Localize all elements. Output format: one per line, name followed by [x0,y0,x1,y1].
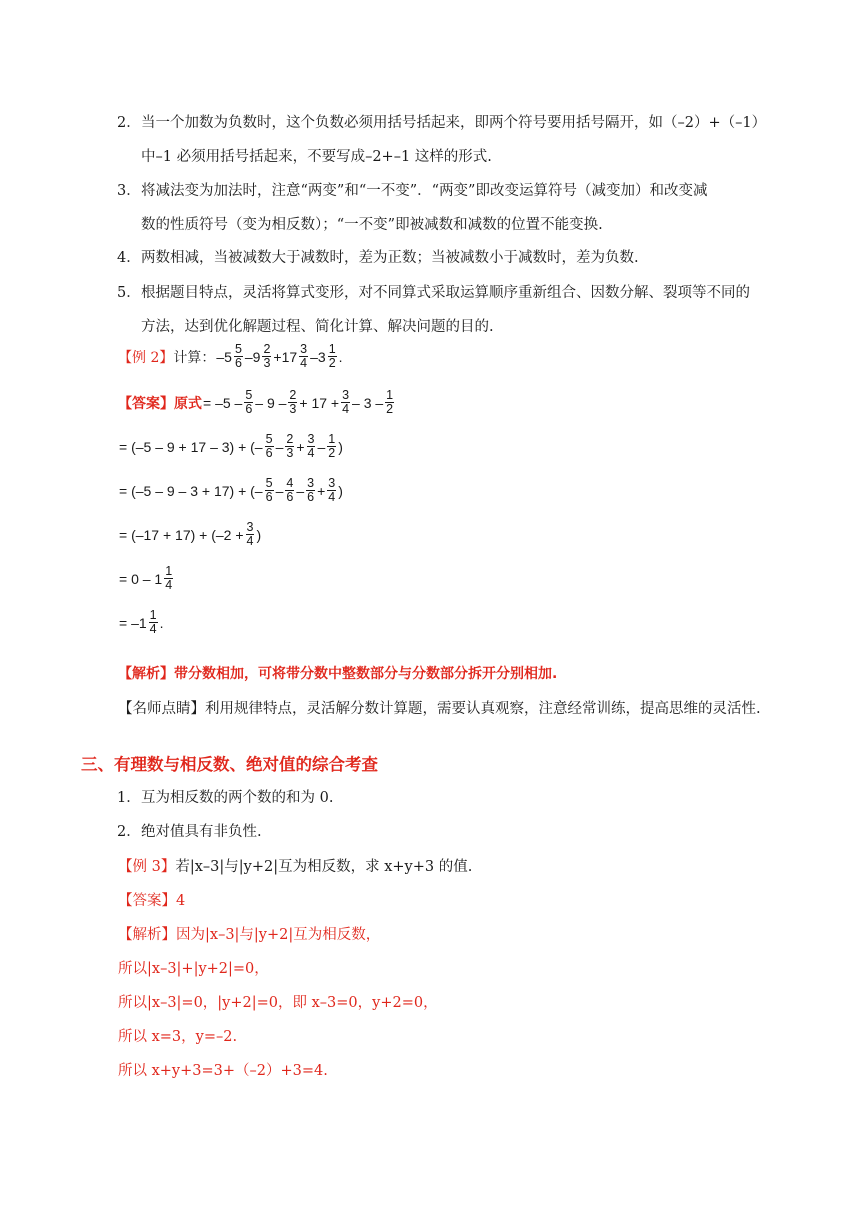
fraction: $\frac{1}{4}$ [165,564,173,593]
item-5-line2: 方法，达到优化解题过程、简化计算、解决问题的目的. [141,319,494,335]
fraction: $\frac{3}{4}$ [307,432,315,461]
example-2-prompt: 计算： [173,349,216,366]
example-3 [118,855,472,876]
teacher-tip [118,697,761,718]
fraction: $\frac{1}{4}$ [149,608,157,637]
point-1-number: 1． [117,790,141,806]
fraction: $\frac{2}{3}$ [289,388,297,417]
item-3-line1: 将减法变为加法时，注意“两变”和“一不变”．“两变”即改变运算符号（减变加）和改变减 [141,183,708,199]
example-3-tag: 【例 3】 [118,859,176,875]
analysis-3-tag: 【解析】 [118,927,176,943]
item-2-number: 2． [117,115,141,131]
analysis-3-line: 所以|x–3|=0，|y+2|=0，即 x–3=0，y+2=0， [118,995,438,1011]
fraction: $\frac{3}{4}$ [300,342,308,371]
teacher-tip-text: 利用规律特点，灵活解分数计算题，需要认真观察，注意经常训练，提高思维的灵活性. [205,701,761,717]
answer-2-line-5: = 0 – 1 $\frac{1}{4}$ [119,564,173,593]
fraction: $\frac{4}{6}$ [286,476,294,505]
fraction: $\frac{1}{2}$ [386,388,394,417]
example-3-text: 若|x–3|与|y+2|互为相反数，求 x+y+3 的值. [175,859,473,875]
fraction: $\frac{1}{2}$ [328,342,336,371]
answer-2-line-3: = (–5 – 9 – 3 + 17) + (– $\frac{5}{6}$ – $\frac{4}{6}$ – $\frac{3}{6}$ + $\frac{3}{4}$ ) [119,476,343,505]
fraction: $\frac{5}{6}$ [234,342,242,371]
fraction: $\frac{5}{6}$ [265,432,273,461]
analysis-3-line: 所以 x+y+3=3+（–2）+3=4. [118,1063,328,1079]
example-2-question: 【例 2】 计算： –5 $\frac{5}{6}$ –9 $\frac{2}{3}$ +17 $\frac{3}{4}$ –3 $\frac{1}{2}$ . [118,342,343,371]
teacher-tip-tag: 【名师点睛】 [118,701,205,717]
answer-3-tag: 【答案】 [118,893,176,909]
answer-2-line-2: = (–5 – 9 + 17 – 3) + (– $\frac{5}{6}$ – $\frac{2}{3}$ + $\frac{3}{4}$ – $\frac{1}{2}$ ) [119,432,343,461]
answer-2-line-6: = –1 $\frac{1}{4}$ . [119,608,164,637]
analysis-3-first-text: 因为|x–3|与|y+2|互为相反数， [176,927,381,943]
item-2-line1: 当一个加数为负数时，这个负数必须用括号括起来，即两个符号要用括号隔开，如（–2）+（–1） [141,115,767,131]
item-5-line1: 根据题目特点，灵活将算式变形，对不同算式采取运算顺序重新组合、因数分解、裂项等不同的 [141,285,750,301]
analysis-2 [118,663,557,683]
analysis-3-first [118,923,380,944]
fraction: $\frac{2}{3}$ [263,342,271,371]
answer-3 [118,889,185,910]
item-3-number: 3． [117,183,141,199]
answer-2-label: 原式 [174,395,202,412]
example-2-tag: 【例 2】 [118,349,174,366]
answer-2-line-4: = (–17 + 17) + (–2 + $\frac{3}{4}$ ) [119,520,262,549]
fraction: $\frac{5}{6}$ [265,476,273,505]
item-3-line2: 数的性质符号（变为相反数）；“一不变”即被减数和减数的位置不能变换. [141,217,603,233]
section-3-title: 三、有理数与相反数、绝对值的综合考查 [81,755,378,774]
fraction: $\frac{3}{4}$ [328,476,336,505]
analysis-2-tag: 【解析】 [118,666,174,682]
fraction: $\frac{3}{6}$ [307,476,315,505]
answer-3-value: 4 [176,893,186,909]
fraction: $\frac{3}{4}$ [246,520,254,549]
point-2-text: 绝对值具有非负性. [141,824,262,840]
analysis-3-line: 所以|x–3|+|y+2|=0， [118,961,269,977]
fraction: $\frac{1}{2}$ [328,432,336,461]
item-2-line2: 中–1 必须用括号括起来，不要写成–2+–1 这样的形式. [141,149,492,165]
analysis-3-line: 所以 x=3，y=–2. [118,1029,238,1045]
analysis-2-text: 带分数相加，可将带分数中整数部分与分数部分拆开分别相加. [174,666,558,682]
fraction: $\frac{2}{3}$ [286,432,294,461]
answer-2-line-1: 【答案】 原式 = –5 – $\frac{5}{6}$ – 9 – $\frac{2}{3}$ + 17 + $\frac{3}{4}$ – 3 – $\frac{1}{2}$ [118,388,394,417]
point-2-number: 2． [117,824,141,840]
fraction: $\frac{5}{6}$ [245,388,253,417]
fraction: $\frac{3}{4}$ [342,388,350,417]
item-4-number: 4． [117,250,141,266]
point-1-text: 互为相反数的两个数的和为 0. [141,790,334,806]
item-4-line1: 两数相减，当被减数大于减数时，差为正数；当被减数小于减数时，差为负数. [141,250,639,266]
item-5-number: 5． [117,285,141,301]
answer-2-tag: 【答案】 [118,395,174,412]
